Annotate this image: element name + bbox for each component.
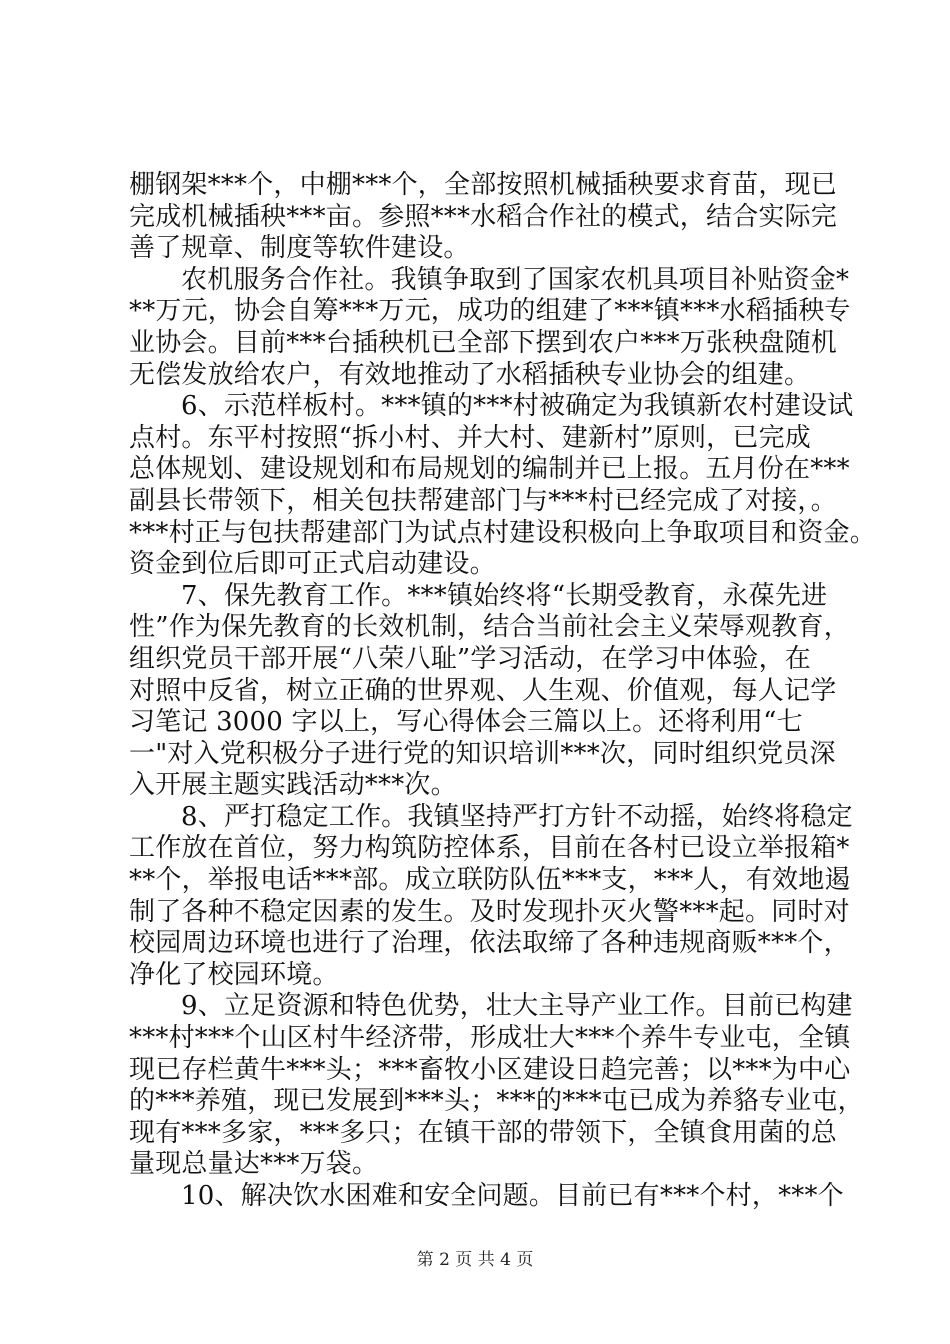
text-line: 一"对入党积极分子进行党的知识培训***次，同时组织党员深 [129, 738, 836, 769]
text-line: 无偿发放给农户，有效地推动了水稻插秧专业协会的组建。 [129, 359, 811, 390]
text-line: 习笔记 3000 字以上，写心得体会三篇以上。还将利用“七 [129, 707, 803, 738]
text-line: 组织党员干部开展“八荣八耻”学习活动，在学习中体验，在 [129, 643, 811, 674]
text-line: 点村。东平村按照“拆小村、并大村、建新村”原则，已完成 [129, 422, 811, 453]
text-line: 6、示范样板村。***镇的***村被确定为我镇新农村建设试 [181, 391, 854, 422]
text-line: 完成机械插秧***亩。参照***水稻合作社的模式，结合实际完 [129, 201, 838, 232]
text-line: 农机服务合作社。我镇争取到了国家农机具项目补贴资金* [181, 264, 850, 295]
text-line: 副县长带领下，相关包扶帮建部门与***村已经完成了对接，。 [129, 485, 837, 516]
text-line: 善了规章、制度等软件建设。 [129, 233, 470, 264]
text-line: 现已存栏黄牛***头；***畜牧小区建设日趋完善；以***为中心 [129, 1054, 851, 1085]
text-line: 工作放在首位，努力构筑防控体系，目前在各村已设立举报箱* [129, 833, 850, 864]
text-line: 总体规划、建设规划和布局规划的编制并已上报。五月份在*** [129, 454, 850, 485]
page-footer: 第 2 页 共 4 页 [416, 1250, 534, 1270]
text-line: 量现总量达***万袋。 [129, 1149, 379, 1180]
text-line: 7、保先教育工作。***镇始终将“长期受教育，永葆先进 [181, 580, 828, 611]
text-line: 净化了校园环境。 [129, 959, 339, 990]
text-line: ***村***个山区村牛经济带，形成壮大***个养牛专业屯，全镇 [129, 1023, 851, 1054]
text-line: 现有***多家，***多只；在镇干部的带领下，全镇食用菌的总 [129, 1117, 838, 1148]
text-line: 棚钢架***个，中棚***个，全部按照机械插秧要求育苗，现已 [129, 170, 838, 200]
text-line: 校园周边环境也进行了治理，依法取缔了各种违规商贩***个， [129, 928, 850, 959]
text-line: 的***养殖，现已发展到***头；***的***屯已成为养貉专业屯， [129, 1086, 864, 1117]
text-line: 资金到位后即可正式启动建设。 [129, 549, 496, 580]
text-line: ***村正与包扶帮建部门为试点村建设积极向上争取项目和资金。 [129, 517, 877, 548]
text-line: **个，举报电话***部。成立联防队伍***支，***人，有效地遏 [129, 865, 851, 896]
text-line: 性”作为保先教育的长效机制，结合当前社会主义荣辱观教育， [129, 612, 850, 643]
text-line: 入开展主题实践活动***次。 [129, 770, 457, 801]
document-body [129, 170, 877, 1213]
text-line: **万元，协会自筹***万元，成功的组建了***镇***水稻插秧专 [129, 296, 851, 327]
text-line: 制了各种不稳定因素的发生。及时发现扑灭火警***起。同时对 [129, 896, 850, 927]
text-line: 对照中反省，树立正确的世界观、人生观、价值观，每人记学 [129, 675, 837, 706]
text-line: 9、立足资源和特色优势，壮大主导产业工作。目前已构建 [181, 991, 853, 1022]
text-line: 业协会。目前***台插秧机已全部下摆到农户***万张秧盘随机 [129, 327, 838, 358]
text-line: 8、严打稳定工作。我镇坚持严打方针不动摇，始终将稳定 [181, 801, 853, 832]
text-line: 10、解决饮水困难和安全问题。目前已有***个村，***个 [181, 1181, 844, 1211]
